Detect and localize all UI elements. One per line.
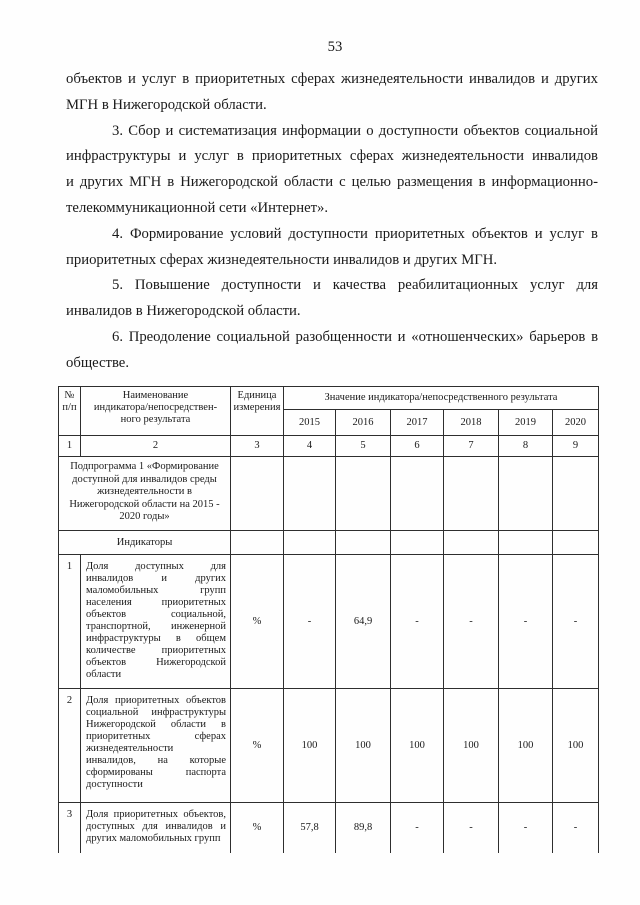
header-year-2016: 2016 — [336, 410, 391, 436]
paragraph-item-4 — [66, 222, 598, 274]
value-2016: 89,8 — [336, 803, 391, 853]
text-line: объектов Нижегородской — [86, 657, 226, 668]
text-line: приоритетных сферах — [86, 731, 226, 742]
header-indicator-name: Наименование индикатора/непосредствен- ного результата — [81, 387, 231, 436]
table-row — [59, 555, 599, 689]
value-2019: - — [499, 555, 553, 689]
empty-cell — [391, 457, 444, 531]
text-line: доступных для инвалидов и — [86, 821, 226, 832]
column-number-cell: 5 — [336, 436, 391, 457]
empty-cell — [284, 531, 336, 555]
value-2018: - — [444, 803, 499, 853]
text-line: приоритетных сферах жизнедеятельности инвалидов и других МГН. — [66, 251, 498, 268]
text-line: других маломобильных групп — [86, 833, 221, 844]
value-2017: - — [391, 803, 444, 853]
text-line: Доля доступных для — [86, 561, 226, 572]
column-number-cell: 4 — [284, 436, 336, 457]
table-header-row — [59, 387, 599, 410]
subprogram-row — [59, 457, 599, 531]
value-2019: - — [499, 803, 553, 853]
section-row — [59, 531, 599, 555]
value-2019: 100 — [499, 689, 553, 803]
header-unit: Единица измерения — [231, 387, 284, 436]
text-line: инвалидов в Нижегородской области. — [66, 303, 301, 320]
value-2020: 100 — [553, 689, 599, 803]
column-number-cell: 8 — [499, 436, 553, 457]
value-2020: - — [553, 803, 599, 853]
text-line: Доля приоритетных объектов, — [86, 809, 226, 820]
unit-cell: % — [231, 803, 284, 853]
header-number: № п/п — [59, 387, 81, 436]
empty-cell — [444, 531, 499, 555]
indicator-name — [81, 555, 231, 689]
empty-cell — [336, 531, 391, 555]
text-line: инвалидов, на которые — [86, 755, 226, 766]
empty-cell — [499, 531, 553, 555]
text-line: транспортной, инженерной — [86, 621, 226, 632]
text-line: 6. Преодоление социальной разобщенности и «отношенческих» барьеров в — [112, 328, 598, 345]
text-line: инфраструктуры и услуг в приоритетных сферах жизнедеятельности инвалидов — [66, 148, 598, 165]
paragraph-item-6 — [66, 325, 598, 377]
column-number-cell: 2 — [81, 436, 231, 457]
row-number: 2 — [59, 689, 81, 803]
indicator-name — [81, 689, 231, 803]
empty-cell — [284, 457, 336, 531]
row-number: 1 — [59, 555, 81, 689]
header-year-2018: 2018 — [444, 410, 499, 436]
text-line: доступности — [86, 779, 143, 790]
text-line: жизнедеятельности — [86, 743, 174, 754]
value-2015: 57,8 — [284, 803, 336, 853]
column-number-cell: 6 — [391, 436, 444, 457]
text-line: Нижегородской области в — [86, 719, 226, 730]
row-number: 3 — [59, 803, 81, 853]
section-label-indicators: Индикаторы — [59, 531, 231, 555]
text-line: 5. Повышение доступности и качества реабилитационных услуг для — [112, 277, 598, 294]
text-line: области — [86, 669, 122, 680]
empty-cell — [231, 457, 284, 531]
text-line: объектов и услуг в приоритетных сферах жизнедеятельности инвалидов и других — [66, 71, 598, 87]
value-2017: 100 — [391, 689, 444, 803]
page-number: 53 — [327, 39, 343, 55]
header-year-2019: 2019 — [499, 410, 553, 436]
indicator-name — [81, 803, 231, 853]
empty-cell — [231, 531, 284, 555]
text-line: сформированы паспорта — [86, 767, 226, 778]
indicators-table — [58, 386, 599, 853]
text-line: телекоммуникационной сети «Интернет». — [66, 199, 329, 216]
text-line: социальной инфраструктуры — [86, 707, 226, 718]
column-number-cell: 9 — [553, 436, 599, 457]
unit-cell: % — [231, 555, 284, 689]
unit-cell: % — [231, 689, 284, 803]
value-2016: 64,9 — [336, 555, 391, 689]
table-row — [59, 803, 599, 853]
column-numbers-row — [59, 436, 599, 457]
header-values-group: Значение индикатора/непосредственного результата — [284, 387, 599, 410]
empty-cell — [499, 457, 553, 531]
header-year-2017: 2017 — [391, 410, 444, 436]
table-row — [59, 689, 599, 803]
value-2018: 100 — [444, 689, 499, 803]
header-year-2020: 2020 — [553, 410, 599, 436]
text-line: 4. Формирование условий доступности приоритетных объектов и услуг в — [112, 225, 598, 242]
value-2016: 100 — [336, 689, 391, 803]
text-line: Доля приоритетных объектов — [86, 695, 226, 706]
text-line: объектов социальной, — [86, 609, 226, 620]
text-line: 3. Сбор и систематизация информации о доступности объектов социальной — [112, 122, 598, 139]
text-line: МГН в Нижегородской области. — [66, 96, 267, 113]
empty-cell — [553, 457, 599, 531]
paragraph-item-5 — [66, 273, 598, 325]
value-2017: - — [391, 555, 444, 689]
header-year-2015: 2015 — [284, 410, 336, 436]
text-line: и других МГН в Нижегородской области с целью размещения в информационно- — [66, 174, 598, 191]
paragraph-item-3 — [66, 119, 598, 222]
value-2015: 100 — [284, 689, 336, 803]
text-line: обществе. — [66, 354, 129, 371]
empty-cell — [336, 457, 391, 531]
value-2018: - — [444, 555, 499, 689]
empty-cell — [444, 457, 499, 531]
text-line: количестве приоритетных — [86, 645, 226, 656]
text-line: маломобильных групп — [86, 585, 226, 596]
empty-cell — [553, 531, 599, 555]
paragraph-continuation — [66, 67, 598, 119]
column-number-cell: 7 — [444, 436, 499, 457]
subprogram-title: Подпрограмма 1 «Формирование доступной для инвалидов среды жизнедеятельности в Нижегородской области на 2015 - 2020 годы» — [59, 457, 231, 531]
body-text — [66, 67, 598, 377]
text-line: населения приоритетных — [86, 597, 226, 608]
value-2020: - — [553, 555, 599, 689]
empty-cell — [391, 531, 444, 555]
text-line: инфраструктуры в общем — [86, 633, 226, 644]
column-number-cell: 3 — [231, 436, 284, 457]
column-number-cell: 1 — [59, 436, 81, 457]
text-line: инвалидов и других — [86, 573, 226, 584]
value-2015: - — [284, 555, 336, 689]
